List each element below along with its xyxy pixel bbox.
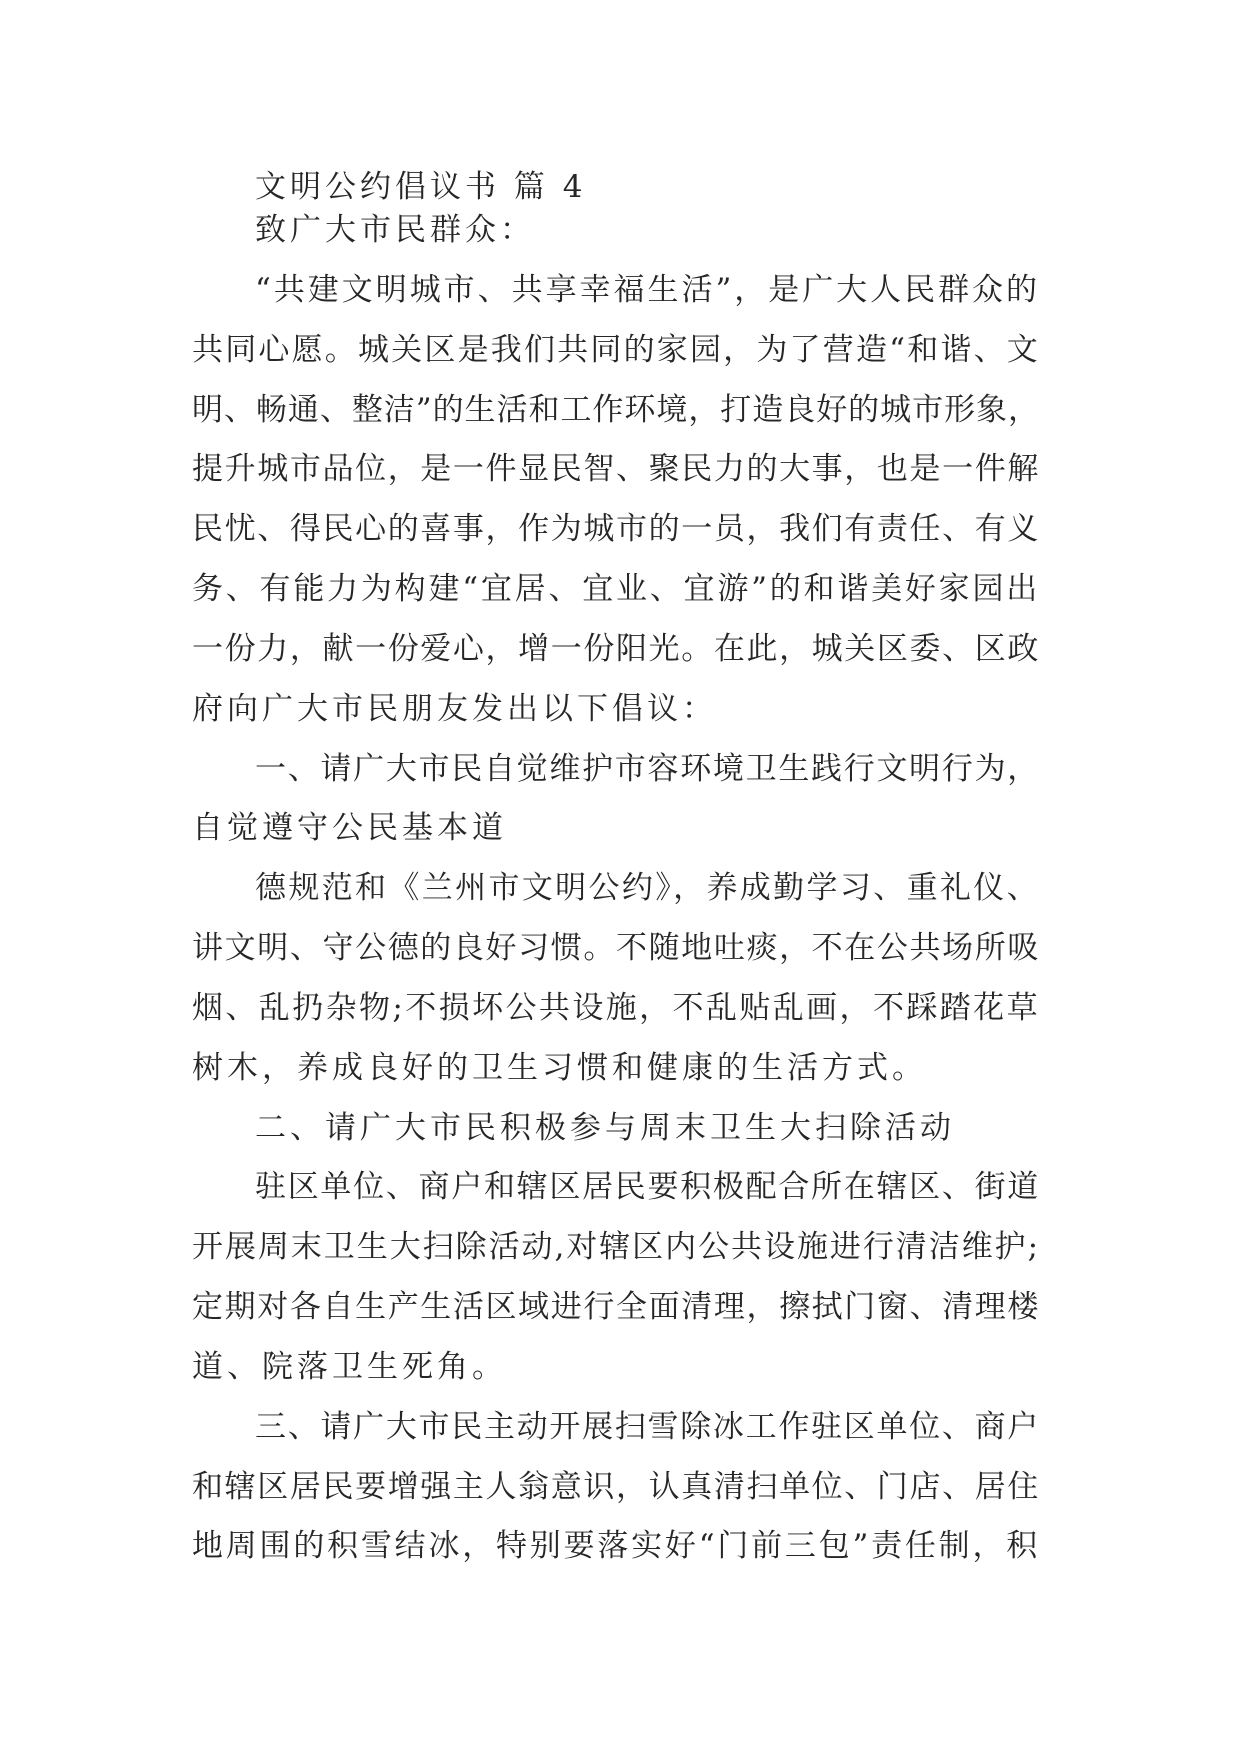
body-line: 二、请广大市民积极参与周末卫生大扫除活动: [255, 1110, 955, 1146]
body-line: 地周围的积雪结冰，特别要落实好“门前三包”责任制，积: [192, 1528, 1040, 1564]
body-line: 明、畅通、整洁”的生活和工作环境，打造良好的城市形象，: [192, 392, 1040, 428]
document-title: 文明公约倡议书 篇 4: [255, 169, 587, 205]
body-line: 民忧、得民心的喜事，作为城市的一员，我们有责任、有义: [192, 511, 1040, 547]
body-line: 烟、乱扔杂物;不损坏公共设施，不乱贴乱画，不踩踏花草: [192, 990, 1040, 1026]
body-line: 和辖区居民要增强主人翁意识，认真清扫单位、门店、居住: [192, 1469, 1040, 1505]
body-line: 一、请广大市民自觉维护市容环境卫生践行文明行为，: [255, 751, 1040, 787]
body-line: 道、院落卫生死角。: [192, 1349, 507, 1385]
body-line: 讲文明、守公德的良好习惯。不随地吐痰，不在公共场所吸: [192, 930, 1040, 966]
body-line: 自觉遵守公民基本道: [192, 810, 507, 846]
body-line: 开展周末卫生大扫除活动,对辖区内公共设施进行清洁维护;: [192, 1229, 1040, 1265]
body-line: 一份力，献一份爱心，增一份阳光。在此，城关区委、区政: [192, 631, 1040, 667]
body-line: 树木，养成良好的卫生习惯和健康的生活方式。: [192, 1050, 927, 1086]
salutation: 致广大市民群众：: [255, 212, 535, 248]
body-line: “共建文明城市、共享幸福生活”，是广大人民群众的: [255, 272, 1040, 308]
body-line: 务、有能力为构建“宜居、宜业、宜游”的和谐美好家园出: [192, 571, 1040, 607]
body-line: 定期对各自生产生活区域进行全面清理，擦拭门窗、清理楼: [192, 1289, 1040, 1325]
body-line: 三、请广大市民主动开展扫雪除冰工作驻区单位、商户: [255, 1409, 1040, 1445]
body-line: 共同心愿。城关区是我们共同的家园，为了营造“和谐、文: [192, 332, 1040, 368]
body-line: 德规范和《兰州市文明公约》，养成勤学习、重礼仪、: [255, 870, 1040, 906]
body-line: 提升城市品位，是一件显民智、聚民力的大事，也是一件解: [192, 451, 1040, 487]
body-line: 驻区单位、商户和辖区居民要积极配合所在辖区、街道: [255, 1169, 1040, 1205]
body-line: 府向广大市民朋友发出以下倡议：: [192, 691, 717, 727]
